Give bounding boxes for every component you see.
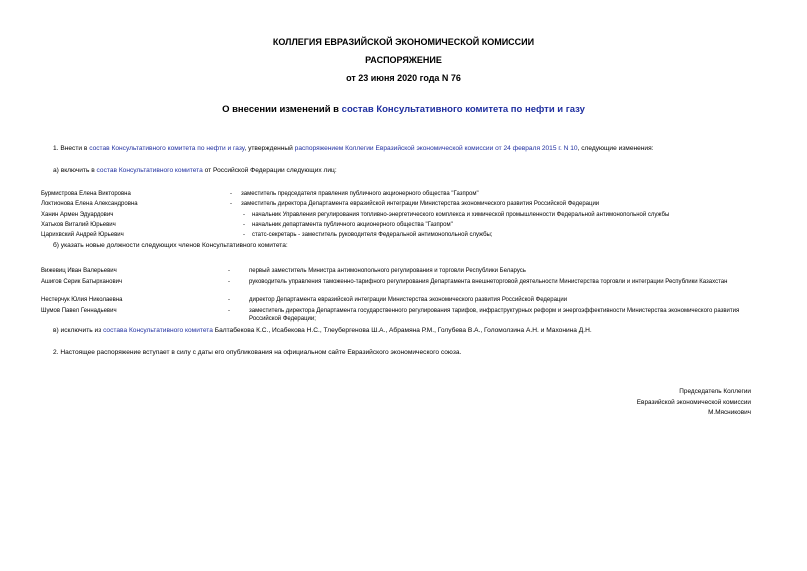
sub-c-text-1: в) исключить из [53,327,104,334]
dash: - [243,212,245,218]
list-item [41,191,756,200]
date-number-heading: от 23 июня 2020 года N 76 [346,73,461,83]
sub-a-committee-link[interactable]: состав Консультативного комитета [96,167,203,174]
dash: - [230,191,232,197]
paragraph-2: 2. Настоящее распоряжение вступает в силу с даты его опубликования на официальном сайте Евразийского экономического союза. [53,349,462,356]
title-prefix: О внесении изменений в [222,104,342,115]
list-item [41,222,756,231]
member-position: начальник Управления регулирования топливно-энергетического комплекса и химической промышленности Федеральной антимонопольной службы [252,212,670,218]
member-name: Царихвский Андрей Юрьевич [41,232,124,238]
member-position: руководитель управления таможенно-тарифного регулирования Департамента внешнеторговой деятельности Министерства торговли и интеграции Республики Казахстан [249,279,728,285]
member-name: Нестерчук Юлия Николаевна [41,297,123,303]
member-name: Бурмистрова Елена Викторовна [41,191,131,197]
dash: - [228,268,230,274]
dash: - [228,279,230,285]
sub-a-text-2: от Российской Федерации следующих лиц: [202,167,337,174]
list-item [41,308,756,324]
list-item [41,268,756,277]
sub-a-text-1: а) включить в [53,167,97,174]
doc-type-heading: РАСПОРЯЖЕНИЕ [365,55,442,65]
member-position: директор Департамента евразийской интеграции Министерства экономического развития Российской Федерации [249,297,568,303]
member-position: первый заместитель Министра антимонопольного регулирования и торговли Республики Беларусь [249,268,526,274]
dash: - [243,232,245,238]
document-title [0,104,807,115]
order-2015-link[interactable]: распоряжением Коллегии Евразийской экономической комиссии от 24 февраля 2015 г. N 10 [294,145,578,152]
member-position: заместитель председателя правления публичного акционерного общества "Газпром" [241,191,479,197]
sub-c-text-2: Балтабекова К.С., Исабекова Н.С., Тлеубергенова Ш.А., Абрамяна Р.М., Голубева В.А., Голомолзина А.Н. и Махонина Д.Н. [212,327,592,334]
member-name: Ханин Армен Эдуардович [41,212,114,218]
member-name: Хатьков Виталий Юрьевич [41,222,116,228]
subparagraph-a [53,167,337,175]
subparagraph-b: б) указать новые должности следующих членов Консультативного комитета: [53,242,288,249]
member-name: Шумов Павел Геннадьевич [41,308,117,314]
list-item [41,232,756,241]
member-position: начальник департамента публичного акционерного общества "Газпром" [252,222,453,228]
para1-text-2: , утвержденный [244,145,295,152]
collegium-heading: КОЛЛЕГИЯ ЕВРАЗИЙСКОЙ ЭКОНОМИЧЕСКОЙ КОМИССИИ [272,37,535,47]
member-position: заместитель директора Департамента государственного регулирования тарифов, инфраструктурных реформ и энергоэффективности Министерства экономического развития Российской Федерации; [249,308,740,322]
sub-c-committee-link[interactable]: состава Консультативного комитета [103,327,213,334]
list-item [41,212,756,221]
member-position: заместитель директора Департамента евразийской интеграции Министерства экономического развития Российской Федерации [241,201,600,207]
member-name: Локтионова Елена Александровна [41,201,138,207]
list-item [41,297,756,306]
signature-title: Председатель Коллегии [679,388,751,395]
signature-organization: Евразийской экономической комиссии [636,398,751,406]
dash: - [230,201,232,207]
list-item [41,201,756,210]
list-item [41,279,756,295]
paragraph-1 [53,145,654,153]
member-position: статс-секретарь - заместитель руководителя Федеральной антимонопольной службы; [252,232,493,238]
para1-text-1: 1. Внести в [53,145,90,152]
signature-name: М.Мясникович [708,409,751,416]
title-link[interactable]: состав Консультативного комитета по нефти и газу [341,104,585,115]
dash: - [228,308,230,314]
signature-block [637,387,751,419]
para1-text-3: , следующие изменения: [577,145,654,152]
dash: - [228,297,230,303]
subparagraph-c [53,327,592,335]
dash: - [243,222,245,228]
committee-composition-link[interactable]: состав Консультативного комитета по нефти и газу [89,145,245,152]
member-name: Вижевиц Иван Валерьевич [41,268,117,274]
member-name: Ашигов Серик Батырханович [41,279,123,285]
